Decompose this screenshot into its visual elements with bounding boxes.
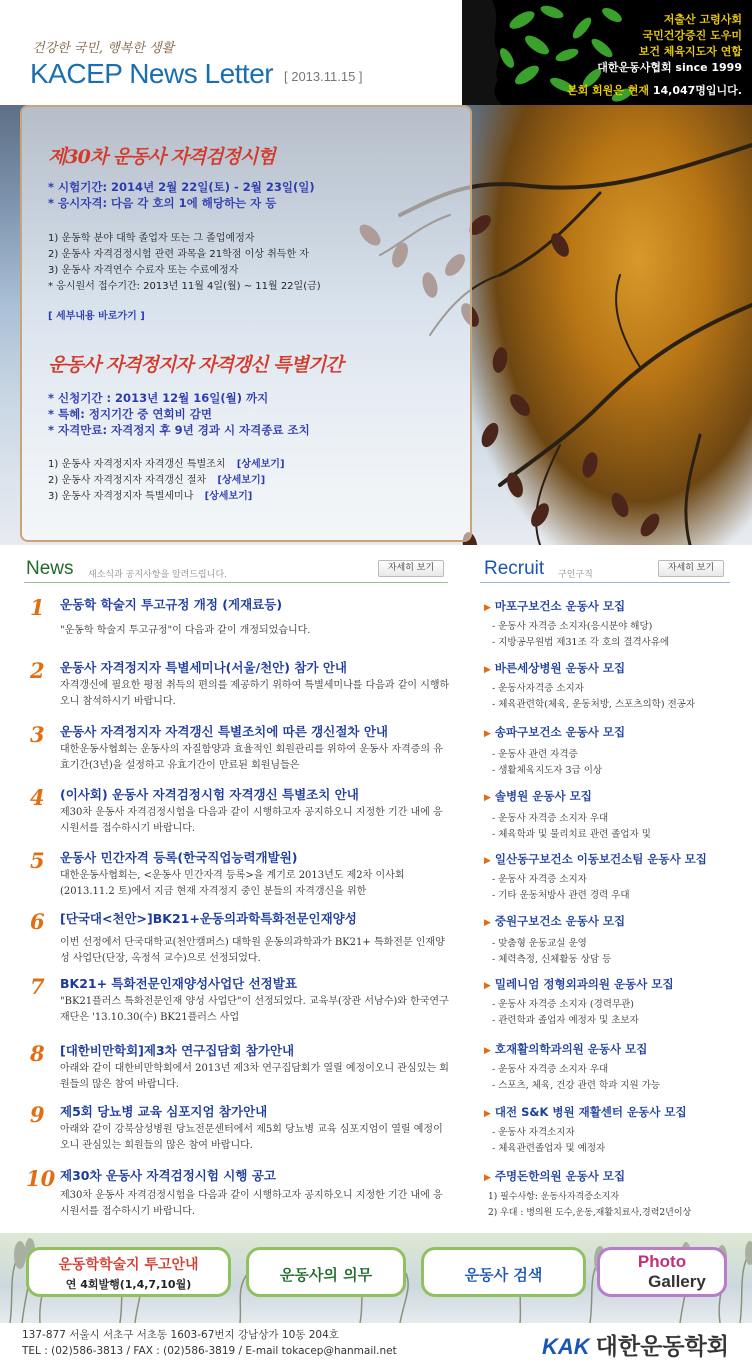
recruit-item[interactable] bbox=[484, 788, 744, 843]
kak-logo-icon: KAK bbox=[542, 1334, 590, 1359]
recruit-detail-line: - 운동사 자격증 소지자 우대 bbox=[492, 1064, 609, 1075]
news-summary: 아래와 같이 대한비만학회에서 2013년 제3차 연구집담회가 열릴 예정이오니 관심있는 회원들의 많은 참여 바랍니다. bbox=[60, 1063, 449, 1090]
recruit-headline[interactable] bbox=[484, 598, 744, 614]
recruit-details bbox=[492, 1062, 744, 1094]
mission-line-1: 저출산 고령사회 bbox=[663, 13, 742, 26]
news-number: 4 bbox=[30, 785, 45, 810]
recruit-detail-line: - 관련학과 졸업자 예정자 및 초보자 bbox=[492, 1015, 639, 1026]
exam-period: * 시험기간: 2014년 2월 22일(토) - 2월 23일(일) bbox=[48, 180, 315, 194]
news-summary: "운동학 학술지 투고규정"이 다음과 같이 개정되었습니다. bbox=[60, 625, 311, 636]
news-number: 10 bbox=[26, 1166, 56, 1191]
news-summary: 제30차 운동사 자격검정시험을 다음과 같이 시행하고자 공지하오니 지정한 기간 내에 응시원서를 접수하시기 바랍니다. bbox=[60, 1190, 443, 1217]
recruit-detail-line: - 체육관련학(체육, 운동처방, 스포츠의학) 전공자 bbox=[492, 699, 696, 710]
recruit-detail-line: - 체육관련졸업자 및 예정자 bbox=[492, 1143, 606, 1154]
news-summary: 대한운동사협회는, <운동사 민간자격 등록>을 계기로 2013년도 제2차 이사회(2013.11.2 토)에서 지금 현재 자격정지 중인 분들의 자격갱신을 위한 bbox=[60, 870, 405, 897]
photo-gallery-button[interactable] bbox=[597, 1247, 727, 1297]
news-summary: 자격갱신에 필요한 평점 취득의 편의를 제공하기 위하여 특별세미나를 다음과 같이 시행하오니 참석하시기 바랍니다. bbox=[60, 680, 450, 707]
footer-logo bbox=[542, 1328, 729, 1361]
recruit-headline-text: 바른세상병원 운동사 모집 bbox=[494, 661, 626, 675]
renewal-item-2-link[interactable]: [상세보기] bbox=[217, 475, 266, 486]
exam-item-1: 1) 운동학 분야 대학 졸업자 또는 그 졸업예정자 bbox=[48, 233, 255, 244]
recruit-item[interactable] bbox=[484, 851, 744, 904]
news-headline[interactable]: 운동사 민간자격 등록(한국직업능력개발원) bbox=[60, 850, 298, 865]
renewal-period: * 신청기간 : 2013년 12월 16일(월) 까지 bbox=[48, 391, 269, 405]
recruit-detail-line: - 기타 운동처방사 관련 경력 우대 bbox=[492, 890, 630, 901]
arrow-right-icon: ▶ bbox=[484, 793, 491, 803]
news-summary: "BK21플러스 특화전문인재 양성 사업단"이 선정되었다. 교육부(장관 서남수)와 한국연구재단은 '13.10.30(수) BK21플러스 사업 bbox=[60, 996, 449, 1023]
arrow-right-icon: ▶ bbox=[484, 665, 491, 675]
journal-guide-title: 운동학학술지 투고안내 bbox=[58, 1257, 199, 1273]
arrow-right-icon: ▶ bbox=[484, 729, 491, 739]
recruit-headline[interactable] bbox=[484, 851, 744, 867]
recruit-detail-line: - 지방공무원법 제31조 각 호의 결격사유에 bbox=[492, 637, 670, 648]
recruit-detail-line: 1) 필수사항: 운동사자격증소지자 bbox=[488, 1192, 620, 1202]
recruit-item[interactable] bbox=[484, 598, 744, 651]
arrow-right-icon: ▶ bbox=[484, 603, 491, 613]
duties-label: 운동사의 의무 bbox=[279, 1266, 373, 1284]
recruit-details bbox=[492, 619, 744, 651]
arrow-right-icon: ▶ bbox=[484, 981, 491, 991]
news-number: 7 bbox=[30, 974, 45, 999]
recruit-details bbox=[492, 747, 744, 779]
recruit-headline-text: 주명돈한의원 운동사 모집 bbox=[494, 1169, 626, 1183]
hero-banner bbox=[0, 105, 752, 545]
recruit-detail-line: - 운동사 자격증 소지자 bbox=[492, 874, 587, 885]
search-button[interactable] bbox=[421, 1247, 586, 1297]
recruit-headline[interactable] bbox=[484, 976, 744, 992]
news-summary: 제30차 운동사 자격검정시험을 다음과 같이 시행하고자 공지하오니 지정한 기간 내에 응시원서를 접수하시기 바랍니다. bbox=[60, 807, 443, 834]
exam-title: 제30차 운동사 자격검정시험 bbox=[48, 146, 275, 168]
footer-address bbox=[22, 1327, 397, 1359]
news-headline[interactable]: 제5회 당뇨병 교육 심포지엄 참가안내 bbox=[60, 1104, 268, 1119]
recruit-item[interactable] bbox=[484, 1104, 744, 1157]
recruit-detail-line: - 운동사자격증 소지자 bbox=[492, 683, 584, 694]
renewal-item-3-text: 3) 운동사 자격정지자 특별세미나 bbox=[48, 491, 194, 502]
recruit-item[interactable] bbox=[484, 660, 744, 713]
news-number: 3 bbox=[30, 722, 45, 747]
recruit-item[interactable] bbox=[484, 913, 744, 968]
recruit-headline[interactable] bbox=[484, 1168, 744, 1184]
exam-item-2: 2) 운동사 자격검정시험 관련 과목을 21학점 이상 취득한 자 bbox=[48, 249, 309, 260]
renewal-item-1 bbox=[48, 457, 285, 473]
recruit-detail-line: - 생활체육지도자 3급 이상 bbox=[492, 765, 603, 776]
header bbox=[0, 0, 752, 105]
recruit-headline[interactable] bbox=[484, 1104, 744, 1120]
arrow-right-icon: ▶ bbox=[484, 1046, 491, 1056]
news-more-button[interactable]: 자세히 보기 bbox=[378, 560, 444, 577]
news-headline[interactable]: 운동사 자격정지자 자격갱신 특별조치에 따른 갱신절차 안내 bbox=[60, 724, 388, 739]
recruit-subtitle: 구인구직 bbox=[558, 570, 593, 580]
search-label: 운동사 검색 bbox=[464, 1266, 543, 1284]
news-headline[interactable]: 제30차 운동사 자격검정시험 시행 공고 bbox=[60, 1168, 276, 1183]
recruit-detail-line: - 운동사 자격증 소지자(응시분야 해당) bbox=[492, 621, 653, 632]
renewal-title: 운동사 자격정지자 자격갱신 특별기간 bbox=[48, 354, 343, 376]
exam-detail-link[interactable]: [ 세부내용 바로가기 ] bbox=[48, 311, 145, 322]
recruit-item[interactable] bbox=[484, 1168, 744, 1221]
journal-guide-subtitle: 연 4회발행(1,4,7,10월) bbox=[65, 1278, 192, 1291]
arrow-right-icon: ▶ bbox=[484, 1173, 491, 1183]
address-line: 137-877 서울시 서초구 서초동 1603-67번지 강남상가 10동 204호 bbox=[22, 1329, 339, 1341]
recruit-headline-text: 마포구보건소 운동사 모집 bbox=[494, 599, 626, 613]
recruit-headline[interactable] bbox=[484, 660, 744, 676]
renewal-item-1-link[interactable]: [상세보기] bbox=[236, 459, 285, 470]
news-divider bbox=[24, 582, 448, 583]
recruit-details bbox=[492, 811, 744, 843]
recruit-details bbox=[488, 1189, 744, 1221]
gallery-label: Gallery bbox=[648, 1272, 706, 1291]
recruit-details bbox=[492, 936, 744, 968]
mission-line-3: 보건 체육지도자 연합 bbox=[638, 45, 742, 58]
news-headline[interactable]: 운동사 자격정지자 특별세미나(서울/천안) 참가 안내 bbox=[60, 660, 347, 675]
recruit-detail-line: 2) 우대 : 병의원 도수,운동,재활치료사,경력2년이상 bbox=[488, 1208, 692, 1218]
recruit-more-button[interactable]: 자세히 보기 bbox=[658, 560, 724, 577]
news-number: 2 bbox=[30, 658, 45, 683]
recruit-headline-text: 송파구보건소 운동사 모집 bbox=[494, 725, 626, 739]
recruit-headline-text: 일산동구보건소 이동보건소팀 운동사 모집 bbox=[494, 852, 707, 866]
recruit-item[interactable] bbox=[484, 1041, 744, 1094]
news-headline[interactable]: 운동학 학술지 투고규정 개정 (게재료등) bbox=[60, 597, 283, 612]
hero-panel bbox=[20, 105, 472, 542]
recruit-headline-text: 밀레니엄 정형외과의원 운동사 모집 bbox=[494, 977, 674, 991]
recruit-headline-text: 중원구보건소 운동사 모집 bbox=[494, 914, 626, 928]
recruit-headline-text: 대전 S&K 병원 재활센터 운동사 모집 bbox=[494, 1105, 687, 1119]
header-banner bbox=[462, 0, 752, 105]
recruit-details bbox=[492, 872, 744, 904]
recruit-headline[interactable] bbox=[484, 724, 744, 740]
recruit-detail-line: - 운동사 자격소지자 bbox=[492, 1127, 575, 1138]
brand-title: KACEP News Letter bbox=[30, 58, 274, 89]
news-number: 6 bbox=[30, 909, 45, 934]
news-summary: 이번 선정에서 단국대학교(천안캠퍼스) 대학원 운동의과학과가 BK21+ 특화전문 인재양성 사업단(단장, 옥정석 교수)으로 선정되었다. bbox=[60, 937, 445, 964]
news-headline[interactable]: BK21+ 특화전문인재양성사업단 선정발표 bbox=[60, 976, 297, 991]
news-headline[interactable]: [대한비만학회]제3차 연구집담회 참가안내 bbox=[60, 1043, 295, 1058]
news-number: 1 bbox=[30, 595, 45, 620]
journal-guide-button[interactable] bbox=[26, 1247, 231, 1297]
issue-date: [ 2013.11.15 ] bbox=[284, 69, 363, 84]
recruit-detail-line: - 운동사 자격증 소지자 우대 bbox=[492, 813, 609, 824]
contact-line: TEL : (02)586-3813 / FAX : (02)586-3819 / E-mail tokacep@hanmail.net bbox=[22, 1345, 397, 1357]
recruit-details bbox=[492, 997, 744, 1029]
exam-eligibility: * 응시자격: 다음 각 호의 1에 해당하는 자 등 bbox=[48, 196, 277, 210]
news-headline[interactable]: (이사회) 운동사 자격검정시험 자격갱신 특별조치 안내 bbox=[60, 787, 359, 802]
recruit-headline-text: 솔병원 운동사 모집 bbox=[494, 789, 592, 803]
recruit-detail-line: - 운동사 관련 자격증 bbox=[492, 749, 578, 760]
member-count-prefix: 본회 회원은 현재 bbox=[566, 84, 650, 97]
exam-item-3: 3) 운동사 자격연수 수료자 또는 수료예정자 bbox=[48, 265, 239, 276]
arrow-right-icon: ▶ bbox=[484, 1109, 491, 1119]
news-subtitle: 새소식과 공지사항을 알려드립니다. bbox=[88, 570, 227, 580]
arrow-right-icon: ▶ bbox=[484, 918, 491, 928]
recruit-item[interactable] bbox=[484, 976, 744, 1029]
renewal-item-2 bbox=[48, 473, 265, 489]
exam-item-4: * 응시원서 접수기간: 2013년 11월 4일(월) ~ 11월 22일(금) bbox=[48, 281, 321, 292]
news-summary: 아래와 같이 강북삼성병원 당뇨전문센터에서 제5회 당뇨병 교육 심포지엄이 열릴 예정이오니 관심있는 회원들의 많은 참여 바랍니다. bbox=[60, 1124, 443, 1151]
duties-button[interactable] bbox=[246, 1247, 406, 1297]
renewal-item-3 bbox=[48, 489, 252, 505]
renewal-benefit: * 특혜: 정지기간 중 연회비 감면 bbox=[48, 407, 212, 421]
news-number: 9 bbox=[30, 1102, 45, 1127]
recruit-headline[interactable] bbox=[484, 788, 744, 804]
recruit-detail-line: - 체력측정, 신체활동 상담 등 bbox=[492, 954, 612, 965]
recruit-details bbox=[492, 681, 744, 713]
news-summary: 대한운동사협회는 운동사의 자질함양과 효율적인 회원관리를 위하여 운동사 자격증의 유효기간(3년)을 설정하고 유효기간이 만료된 회원님들은 bbox=[60, 744, 443, 771]
recruit-divider bbox=[480, 582, 730, 583]
recruit-detail-line: - 체육학과 및 물리치료 관련 졸업자 및 bbox=[492, 829, 651, 840]
recruit-detail-line: - 운동사 자격증 소지자 (경력무관) bbox=[492, 999, 635, 1010]
recruit-title: Recruit bbox=[484, 558, 545, 579]
header-mission bbox=[597, 12, 742, 76]
renewal-item-3-link[interactable]: [상세보기] bbox=[204, 491, 253, 502]
news-number: 8 bbox=[30, 1041, 45, 1066]
news-title: News bbox=[26, 558, 74, 579]
photo-label: Photo bbox=[637, 1252, 687, 1271]
arrow-right-icon: ▶ bbox=[484, 856, 491, 866]
recruit-headline-text: 호재활의학과의원 운동사 모집 bbox=[494, 1042, 648, 1056]
recruit-detail-line: - 스포츠, 체육, 건강 관련 학과 지원 가능 bbox=[492, 1080, 661, 1091]
mission-line-2: 국민건강증진 도우미 bbox=[642, 29, 742, 42]
recruit-detail-line: - 맞춤형 운동교실 운영 bbox=[492, 938, 587, 949]
recruit-details bbox=[492, 1125, 744, 1157]
tagline: 건강한 국민, 행복한 생활 bbox=[32, 41, 175, 56]
member-count-value: 14,047명입니다. bbox=[652, 84, 742, 97]
footer-logo-text: 대한운동학회 bbox=[595, 1333, 729, 1359]
recruit-headline[interactable] bbox=[484, 913, 744, 929]
member-count bbox=[567, 83, 742, 99]
recruit-item[interactable] bbox=[484, 724, 744, 779]
news-number: 5 bbox=[30, 848, 45, 873]
renewal-item-1-text: 1) 운동사 자격정지자 자격갱신 특별조치 bbox=[48, 459, 226, 470]
recruit-headline[interactable] bbox=[484, 1041, 744, 1057]
renewal-expiry: * 자격만료: 자격정지 후 9년 경과 시 자격종료 조치 bbox=[48, 423, 310, 437]
mission-line-4: 대한운동사협회 since 1999 bbox=[597, 61, 742, 74]
news-headline[interactable]: [단국대<천안>]BK21+운동의과학특화전문인재양성 bbox=[60, 911, 357, 926]
renewal-item-2-text: 2) 운동사 자격정지자 자격갱신 절차 bbox=[48, 475, 207, 486]
